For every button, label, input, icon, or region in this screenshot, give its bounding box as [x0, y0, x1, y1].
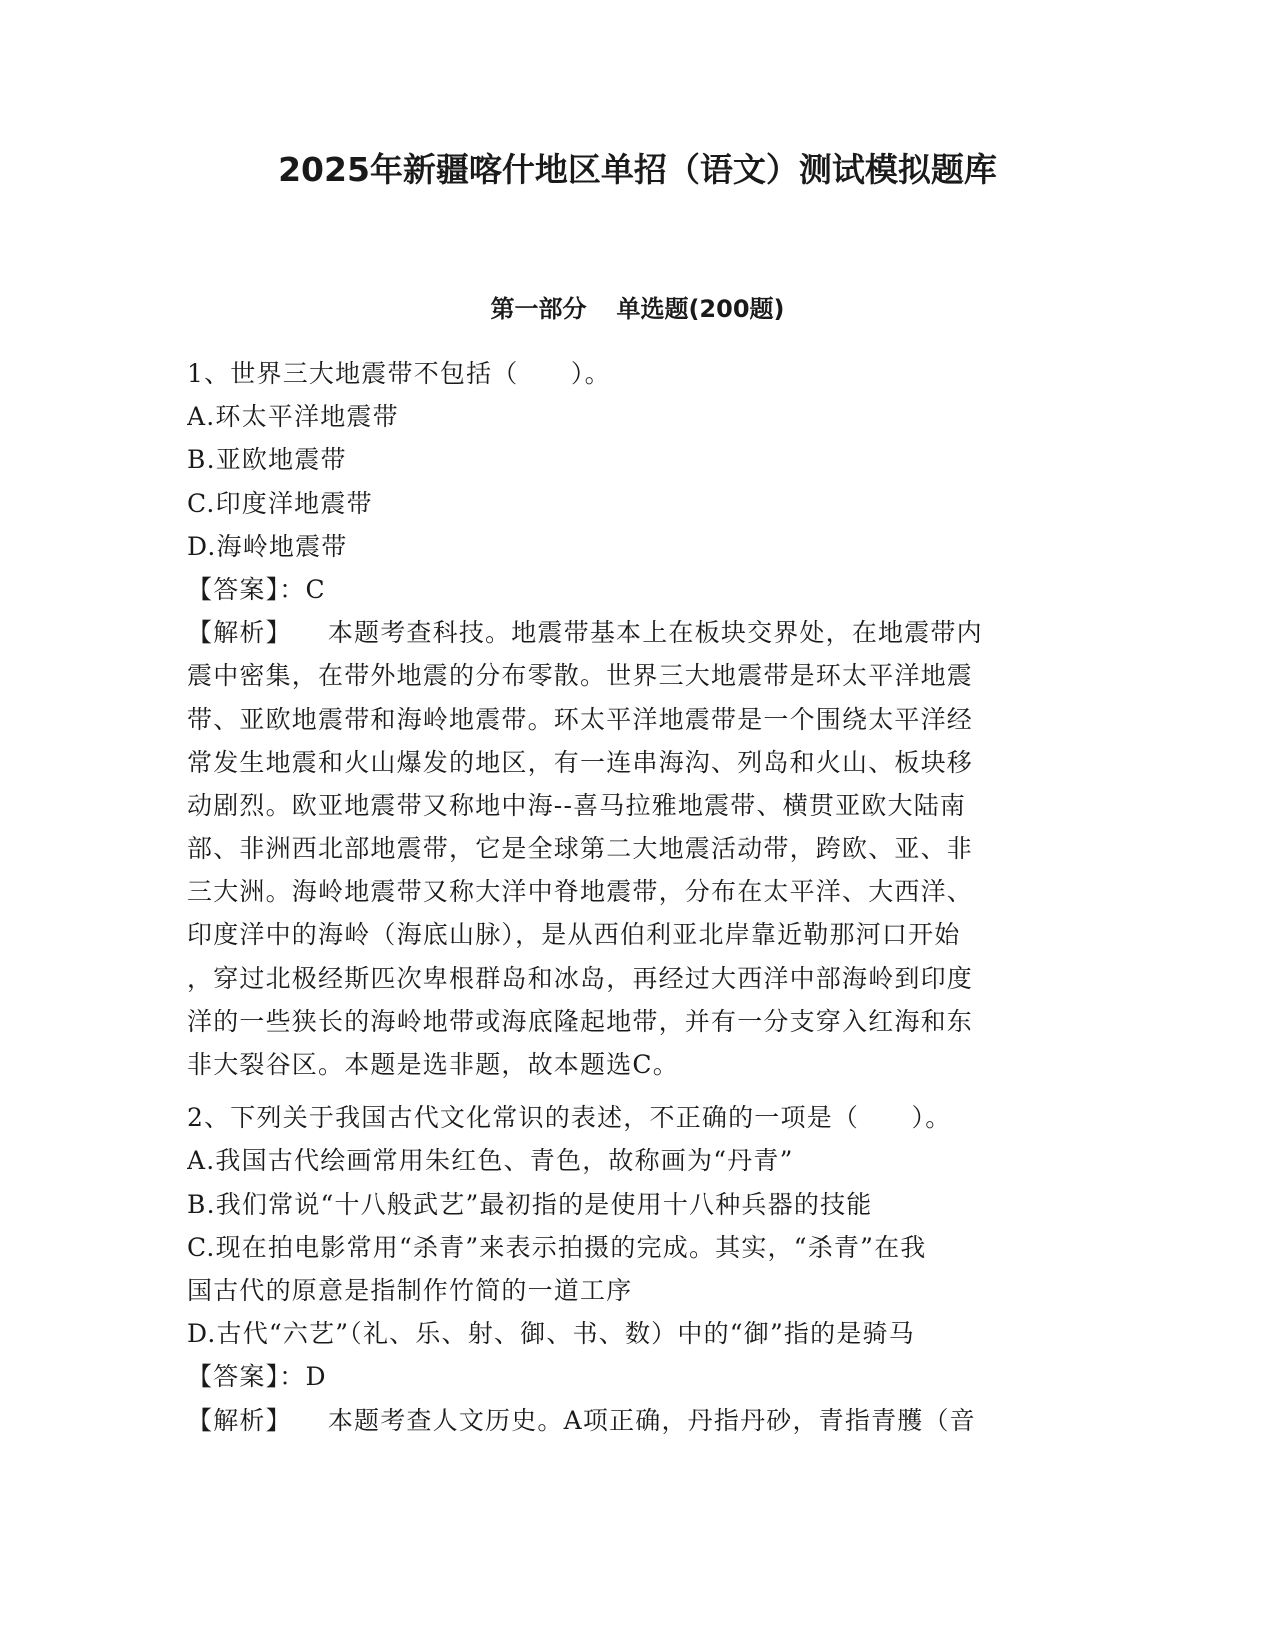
option-c: C.现在拍电影常用“杀青”来表示拍摄的完成。其实，“杀青”在我 — [187, 1232, 927, 1262]
question-stem: 2、下列关于我国古代文化常识的表述，不正确的一项是（ ）。 — [187, 1103, 952, 1133]
answer-value: C — [305, 574, 326, 604]
option-d: D.海岭地震带 — [187, 531, 348, 561]
option-d: D.古代“六艺”（礼、乐、射、御、书、数）中的“御”指的是骑马 — [187, 1319, 915, 1349]
option-a: A.我国古代绘画常用朱红色、青色，故称画为“丹青” — [187, 1146, 794, 1176]
answer-label: 【答案】： — [187, 574, 306, 604]
explanation-text: 本题考查科技。地震带基本上在板块交界处，在地震带内 — [327, 618, 983, 648]
explanation-line: 部、非洲西北部地震带，它是全球第二大地震活动带，跨欧、亚、非 — [187, 834, 974, 864]
option-c: C.印度洋地震带 — [187, 488, 373, 518]
answer-value: D — [305, 1362, 327, 1392]
question-1 — [187, 352, 1067, 1086]
explanation-line: 三大洲。海岭地震带又称大洋中脊地震带，分布在太平洋、大西洋、 — [187, 877, 974, 907]
section-part: 第一部分 — [490, 295, 587, 323]
explanation-line: ，穿过北极经斯匹次卑根群岛和冰岛，再经过大西洋中部海岭到印度 — [187, 963, 974, 993]
explanation-label: 【解析】 — [187, 618, 292, 648]
option-b: B.亚欧地震带 — [187, 445, 347, 475]
explanation-line — [187, 611, 1067, 654]
explanation-line: 非大裂谷区。本题是选非题，故本题选C。 — [187, 1050, 679, 1079]
answer-label: 【答案】： — [187, 1362, 306, 1392]
document-title: 2025年新疆喀什地区单招（语文）测试模拟题库 — [278, 150, 997, 189]
question-stem: 1、世界三大地震带不包括（ ）。 — [187, 359, 611, 388]
section-title — [0, 292, 1275, 326]
explanation-label: 【解析】 — [187, 1405, 292, 1435]
explanation-line: 震中密集，在带外地震的分布零散。世界三大地震带是环太平洋地震 — [187, 661, 974, 691]
explanation-line: 洋的一些狭长的海岭地带或海底隆起地带，并有一分支穿入红海和东 — [187, 1006, 974, 1036]
explanation-line: 带、亚欧地震带和海岭地震带。环太平洋地震带是一个围绕太平洋经 — [187, 704, 974, 734]
answer-line — [187, 1355, 1067, 1398]
option-b: B.我们常说“十八般武艺”最初指的是使用十八种兵器的技能 — [187, 1189, 873, 1219]
section-name: 单选题(200题) — [616, 295, 785, 323]
option-a: A.环太平洋地震带 — [187, 402, 399, 432]
answer-line — [187, 568, 1067, 611]
explanation-line: 动剧烈。欧亚地震带又称地中海--喜马拉雅地震带、横贯亚欧大陆南 — [187, 790, 967, 820]
question-list — [187, 352, 1067, 1452]
explanation-text: 本题考查人文历史。A项正确，丹指丹砂，青指青雘（音 — [327, 1405, 976, 1435]
option-c-continued: 国古代的原意是指制作竹简的一道工序 — [187, 1275, 633, 1305]
explanation-line: 常发生地震和火山爆发的地区，有一连串海沟、列岛和火山、板块移 — [187, 747, 974, 777]
explanation-line: 印度洋中的海岭（海底山脉），是从西伯利亚北岸靠近勒那河口开始 — [187, 920, 961, 950]
explanation-line — [187, 1399, 1067, 1442]
question-2 — [187, 1096, 1067, 1442]
